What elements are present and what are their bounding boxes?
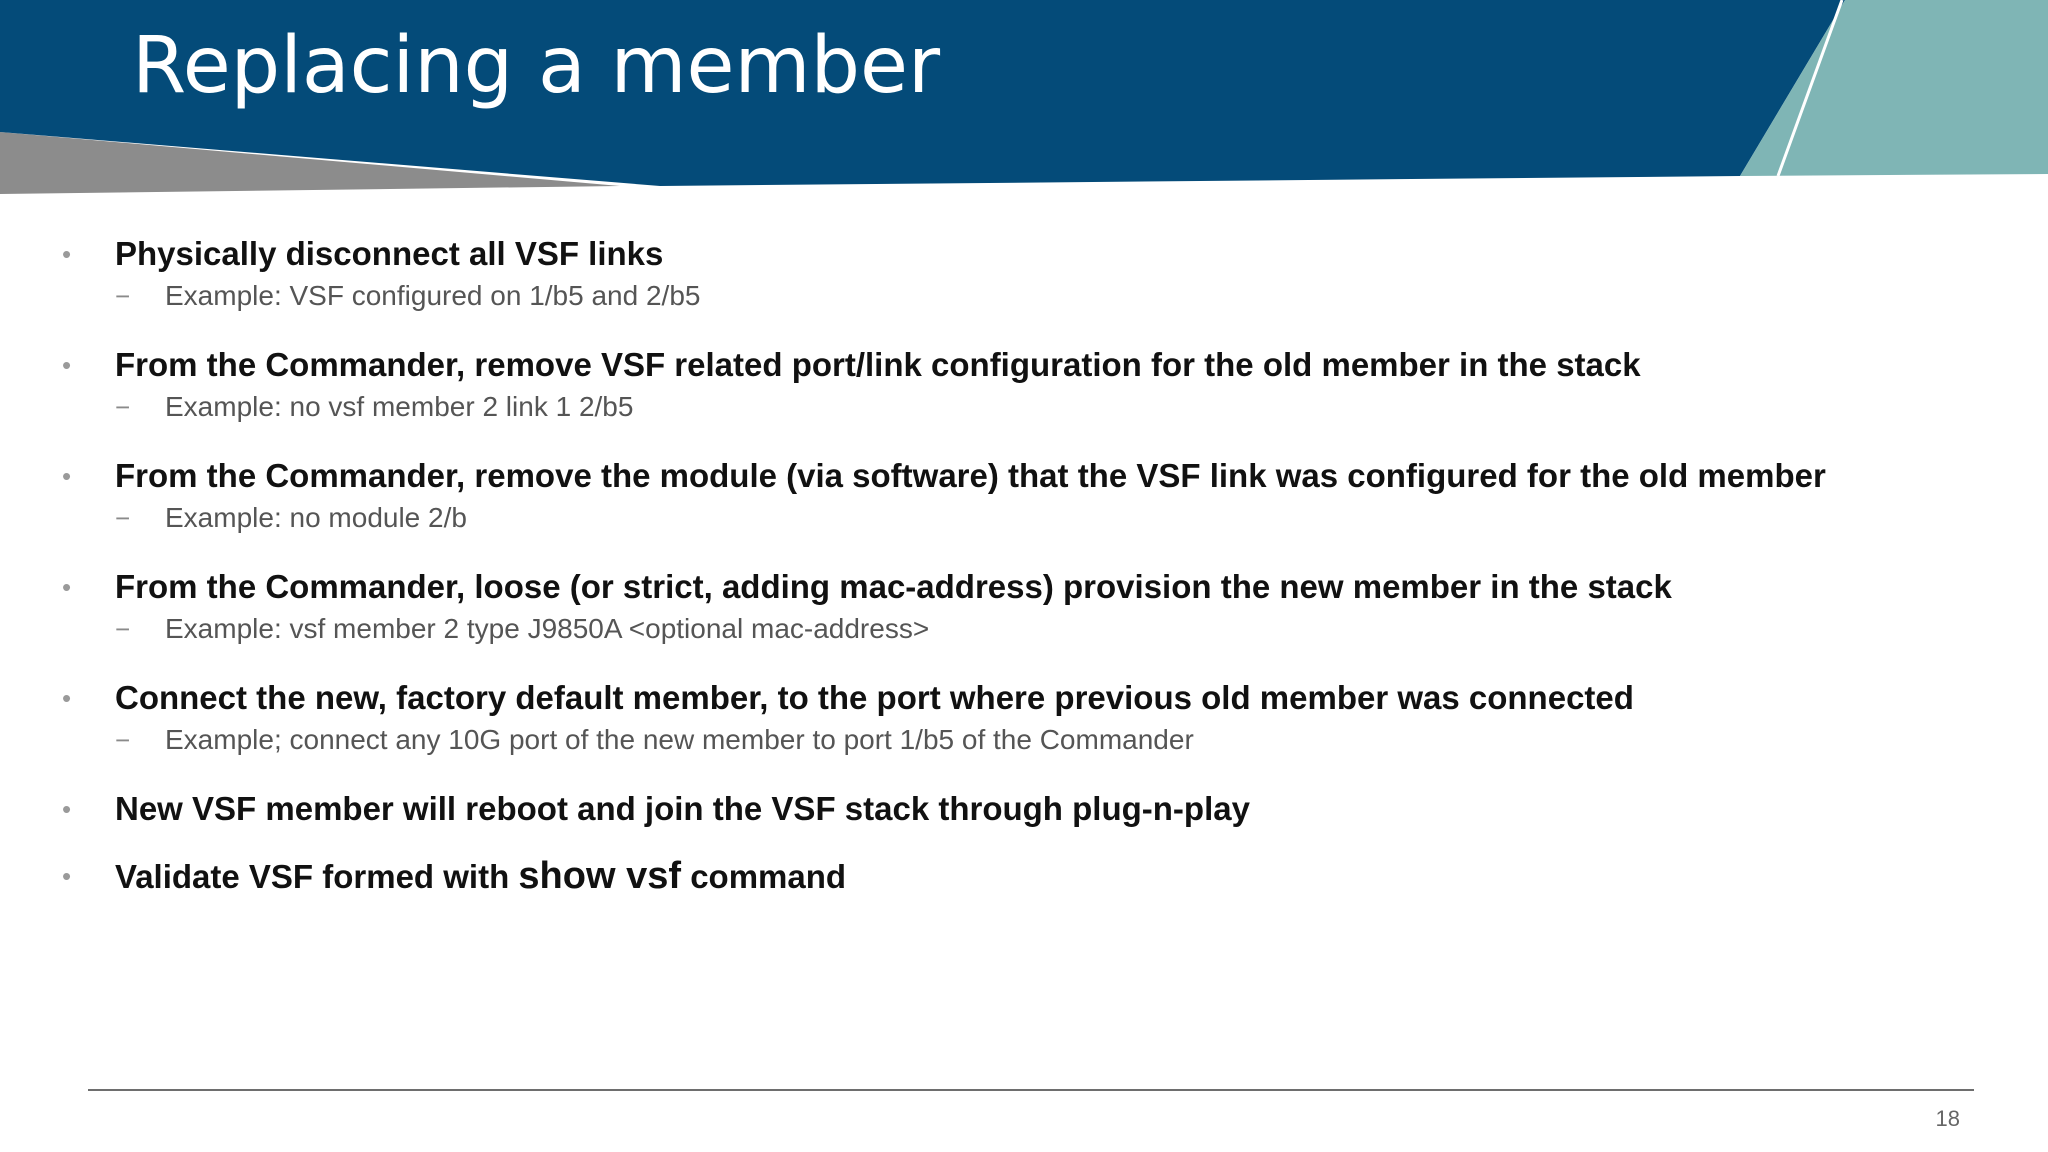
dash-icon: − — [115, 392, 131, 422]
bullet-text: From the Commander, remove VSF related port/link configuration for the old member in the stack — [115, 346, 1641, 383]
sub-bullet-item — [0, 387, 2048, 427]
example-text: Example; connect any 10G port of the new member to port 1/b5 of the Commander — [165, 724, 1194, 755]
bullet-dot-icon: • — [62, 461, 72, 491]
bullet-item — [0, 232, 2048, 276]
example-text: Example: vsf member 2 type J9850A <optional mac-address> — [165, 613, 930, 644]
sub-bullet-item — [0, 498, 2048, 538]
slide-title: Replacing a member — [132, 21, 941, 111]
bullet-text: Physically disconnect all VSF links — [115, 235, 664, 272]
dash-icon: − — [115, 725, 131, 755]
bullet-text — [115, 854, 846, 899]
bullet-text-after: command — [681, 858, 847, 895]
sub-bullet-item — [0, 276, 2048, 316]
bullet-text: From the Commander, remove the module (via software) that the VSF link was configured for the old member — [115, 457, 1826, 494]
command-text: show vsf — [518, 855, 682, 897]
bullet-dot-icon: • — [62, 572, 72, 602]
bullet-text-before: Validate VSF formed with — [115, 858, 519, 895]
bullet-dot-icon: • — [62, 861, 72, 891]
bullet-text: Connect the new, factory default member, to the port where previous old member was connected — [115, 679, 1634, 716]
bullet-list — [0, 232, 2048, 898]
sub-bullet-item — [0, 720, 2048, 760]
bullet-dot-icon: • — [62, 350, 72, 380]
bullet-text: From the Commander, loose (or strict, adding mac-address) provision the new member in the stack — [115, 568, 1672, 605]
bullet-item — [0, 854, 2048, 898]
page-number: 18 — [1935, 1106, 1960, 1131]
sub-bullet-item — [0, 609, 2048, 649]
bullet-dot-icon: • — [62, 683, 72, 713]
example-text: Example: no module 2/b — [165, 502, 467, 533]
bullet-item — [0, 565, 2048, 609]
bullet-item — [0, 343, 2048, 387]
bullet-dot-icon: • — [62, 794, 72, 824]
footer-divider — [88, 1089, 1974, 1091]
example-text: Example: no vsf member 2 link 1 2/b5 — [165, 391, 634, 422]
dash-icon: − — [115, 281, 131, 311]
bullet-item — [0, 676, 2048, 720]
example-text: Example: VSF configured on 1/b5 and 2/b5 — [165, 280, 701, 311]
dash-icon: − — [115, 614, 131, 644]
bullet-dot-icon: • — [62, 239, 72, 269]
dash-icon: − — [115, 503, 131, 533]
bullet-item — [0, 454, 2048, 498]
bullet-text: New VSF member will reboot and join the VSF stack through plug-n-play — [115, 790, 1250, 827]
bullet-item — [0, 787, 2048, 831]
